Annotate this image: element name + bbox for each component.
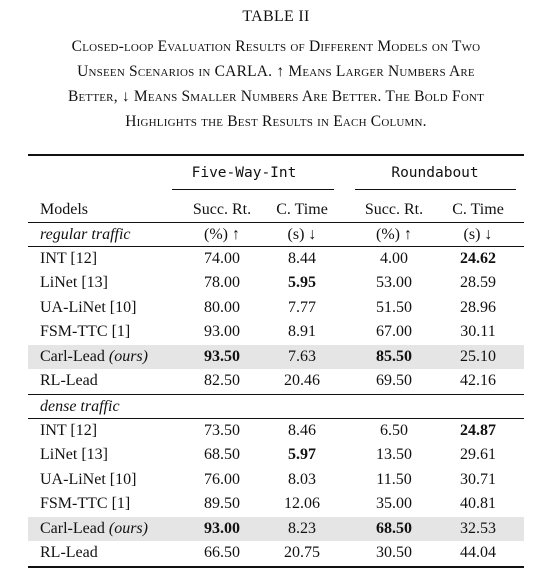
model-name	[40, 468, 136, 492]
cell-c-time-1: 7.77	[288, 298, 316, 316]
table-row	[28, 468, 524, 492]
caption-line-1: Closed-loop Evaluation Results of Different Models on Two	[71, 38, 481, 55]
cell-succ-rt-1: 89.50	[204, 495, 240, 513]
model-name-text: FSM-TTC [1]	[40, 323, 131, 341]
cell-c-time-2: 24.62	[460, 250, 496, 267]
group-header-roundabout: Roundabout	[391, 165, 479, 181]
cell-c-time-2: 42.16	[460, 372, 496, 389]
model-name	[40, 492, 130, 516]
cell-succ-rt-2: 35.00	[376, 495, 412, 513]
cell-c-time-1: 8.46	[288, 422, 316, 439]
cell-succ-rt-1: 74.00	[204, 250, 240, 267]
model-name-text: RL-Lead	[40, 544, 98, 561]
cell-succ-rt-2: 68.50	[376, 519, 412, 537]
table-row	[28, 345, 524, 369]
cell-succ-rt-1: 78.00	[204, 274, 240, 292]
cell-succ-rt-1: 93.00	[204, 519, 240, 537]
section-row-dense	[28, 395, 524, 419]
unit-succ-rt-2: (%) ↑	[376, 226, 412, 243]
model-name-suffix: (ours)	[108, 347, 148, 365]
model-name-text: UA-LiNet [10]	[40, 298, 137, 316]
cell-succ-rt-2: 53.00	[376, 274, 412, 292]
table-row	[28, 296, 524, 320]
model-name	[40, 345, 148, 369]
table-row	[28, 517, 524, 541]
table-row	[28, 419, 524, 443]
column-header-succ-rt-2: Succ. Rt.	[364, 201, 424, 218]
cell-succ-rt-2: 69.50	[376, 372, 412, 389]
model-name-text: INT [12]	[40, 250, 98, 267]
model-name	[40, 296, 136, 320]
model-name-suffix: (ours)	[108, 519, 148, 537]
cell-c-time-2: 29.61	[460, 446, 496, 464]
cell-c-time-1: 8.23	[288, 519, 316, 537]
section-row-regular	[28, 223, 524, 247]
model-name	[40, 517, 148, 541]
table-row	[28, 271, 524, 295]
cell-c-time-2: 32.53	[460, 519, 496, 537]
table-row	[28, 541, 524, 565]
section-label-regular: regular traffic	[40, 226, 131, 243]
section-label-dense: dense traffic	[40, 398, 120, 415]
bottom-rule	[28, 566, 524, 568]
cell-succ-rt-1: 82.50	[204, 372, 240, 389]
cell-c-time-2: 28.96	[460, 298, 496, 316]
cell-succ-rt-2: 4.00	[380, 250, 408, 267]
model-name	[40, 419, 97, 443]
unit-c-time-2: (s) ↓	[463, 226, 493, 243]
caption-line-2: Unseen Scenarios in CARLA. ↑ Means Larger Numbers Are	[77, 63, 475, 80]
table-row	[28, 369, 524, 393]
column-header-succ-rt-1: Succ. Rt.	[192, 201, 252, 218]
top-rule	[28, 154, 524, 156]
caption-line-4: Highlights the Best Results in Each Column.	[125, 113, 427, 130]
cell-c-time-1: 8.44	[288, 250, 316, 267]
model-name-text: LiNet [13]	[40, 274, 108, 292]
column-header-c-time-2: C. Time	[452, 201, 504, 218]
unit-succ-rt-1: (%) ↑	[204, 226, 240, 243]
cell-c-time-1: 8.91	[288, 323, 316, 341]
cell-succ-rt-1: 80.00	[204, 298, 240, 316]
table-row	[28, 492, 524, 516]
cell-succ-rt-2: 13.50	[376, 446, 412, 464]
model-name-text: Carl-Lead	[40, 519, 105, 537]
cell-c-time-2: 30.71	[460, 470, 496, 488]
cell-succ-rt-1: 73.50	[204, 422, 240, 439]
table-row	[28, 247, 524, 271]
cell-c-time-1: 8.03	[288, 470, 316, 488]
table-row	[28, 443, 524, 467]
cell-c-time-1: 7.63	[288, 347, 316, 365]
model-name	[40, 271, 108, 295]
model-name-text: FSM-TTC [1]	[40, 495, 131, 513]
cell-c-time-1: 20.46	[284, 372, 320, 389]
cell-succ-rt-1: 66.50	[204, 544, 240, 561]
group-rule-five-way-int	[172, 189, 334, 190]
cell-succ-rt-2: 67.00	[376, 323, 412, 341]
cell-c-time-2: 25.10	[460, 347, 496, 365]
cell-c-time-2: 24.87	[460, 422, 496, 439]
cell-c-time-1: 20.75	[284, 544, 320, 561]
model-name	[40, 541, 98, 565]
cell-c-time-2: 28.59	[460, 274, 496, 292]
model-name	[40, 247, 97, 271]
cell-c-time-2: 40.81	[460, 495, 496, 513]
model-name-text: RL-Lead	[40, 372, 98, 389]
unit-c-time-1: (s) ↓	[287, 226, 317, 243]
cell-c-time-1: 5.95	[288, 274, 316, 292]
table-row	[28, 320, 524, 344]
cell-c-time-1: 12.06	[284, 495, 320, 513]
group-rule-roundabout	[355, 189, 516, 190]
model-name-text: Carl-Lead	[40, 347, 105, 365]
cell-c-time-1: 5.97	[288, 446, 316, 464]
cell-c-time-2: 44.04	[460, 544, 496, 561]
model-name-text: UA-LiNet [10]	[40, 470, 137, 488]
cell-succ-rt-2: 85.50	[376, 347, 412, 365]
cell-c-time-2: 30.11	[460, 323, 496, 341]
caption-line-3: Better, ↓ Means Smaller Numbers Are Better. The Bold Font	[67, 88, 485, 105]
cell-succ-rt-1: 93.00	[204, 323, 240, 341]
column-header-row	[28, 198, 524, 222]
cell-succ-rt-2: 11.50	[376, 470, 412, 488]
group-header-five-way-int: Five-Way-Int	[191, 165, 297, 181]
model-name-text: LiNet [13]	[40, 446, 108, 464]
cell-succ-rt-2: 51.50	[376, 298, 412, 316]
cell-succ-rt-2: 30.50	[376, 544, 412, 561]
column-header-c-time-1: C. Time	[276, 201, 328, 218]
cell-succ-rt-2: 6.50	[380, 422, 408, 439]
cell-succ-rt-1: 76.00	[204, 470, 240, 488]
model-name	[40, 443, 108, 467]
model-name-text: INT [12]	[40, 422, 98, 439]
column-header-models: Models	[40, 201, 88, 218]
table-number: TABLE II	[242, 8, 310, 25]
cell-succ-rt-1: 93.50	[204, 347, 240, 365]
model-name	[40, 320, 130, 344]
model-name	[40, 369, 98, 393]
cell-succ-rt-1: 68.50	[204, 446, 240, 464]
